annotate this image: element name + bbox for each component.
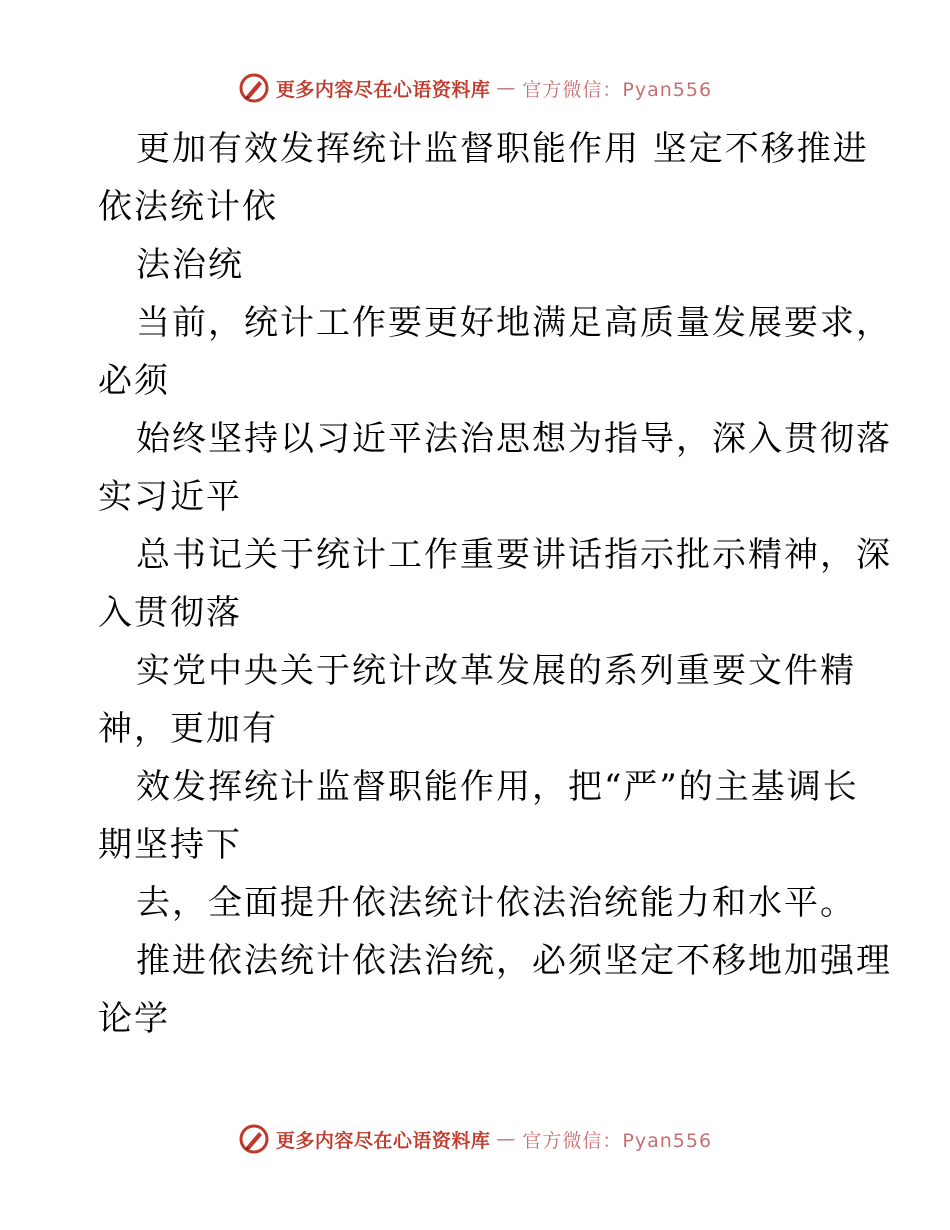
text-line: 当前，统计工作要更好地满足高质量发展要求， bbox=[136, 303, 892, 343]
banner-wechat-text: 官方微信：Pyan556 bbox=[522, 1129, 713, 1152]
document-body bbox=[98, 120, 892, 1048]
text-line: 必须 bbox=[98, 361, 170, 401]
text-line: 入贯彻落 bbox=[98, 593, 242, 633]
text-line: 期坚持下 bbox=[98, 825, 242, 865]
text-line: 依法统计依 bbox=[98, 187, 278, 227]
text-line: 效发挥统计监督职能作用，把“严”的主基调长 bbox=[136, 767, 859, 807]
banner-wechat-text: 官方微信：Pyan556 bbox=[522, 78, 713, 101]
text-line: 神，更加有 bbox=[98, 709, 278, 749]
pen-logo-icon bbox=[238, 1123, 270, 1155]
pen-logo-icon bbox=[238, 72, 270, 104]
text-line: 更加有效发挥统计监督职能作用 坚定不移推进 bbox=[136, 129, 869, 169]
text-line: 去，全面提升依法统计依法治统能力和水平。 bbox=[136, 883, 856, 923]
text-line: 推进依法统计依法治统，必须坚定不移地加强理 bbox=[136, 941, 892, 981]
banner-main-text: 更多内容尽在心语资料库 bbox=[275, 78, 491, 101]
text-line: 始终坚持以习近平法治思想为指导，深入贯彻落 bbox=[136, 419, 892, 459]
header-watermark bbox=[0, 72, 950, 104]
text-line: 实习近平 bbox=[98, 477, 242, 517]
text-line: 实党中央关于统计改革发展的系列重要文件精 bbox=[136, 651, 856, 691]
banner-dash: — bbox=[496, 77, 517, 99]
banner-main-text: 更多内容尽在心语资料库 bbox=[275, 1129, 491, 1152]
footer-watermark bbox=[0, 1123, 950, 1155]
text-line: 法治统 bbox=[136, 245, 244, 285]
banner-dash: — bbox=[496, 1128, 517, 1150]
text-line: 总书记关于统计工作重要讲话指示批示精神，深 bbox=[136, 535, 892, 575]
text-line: 论学 bbox=[98, 999, 170, 1039]
